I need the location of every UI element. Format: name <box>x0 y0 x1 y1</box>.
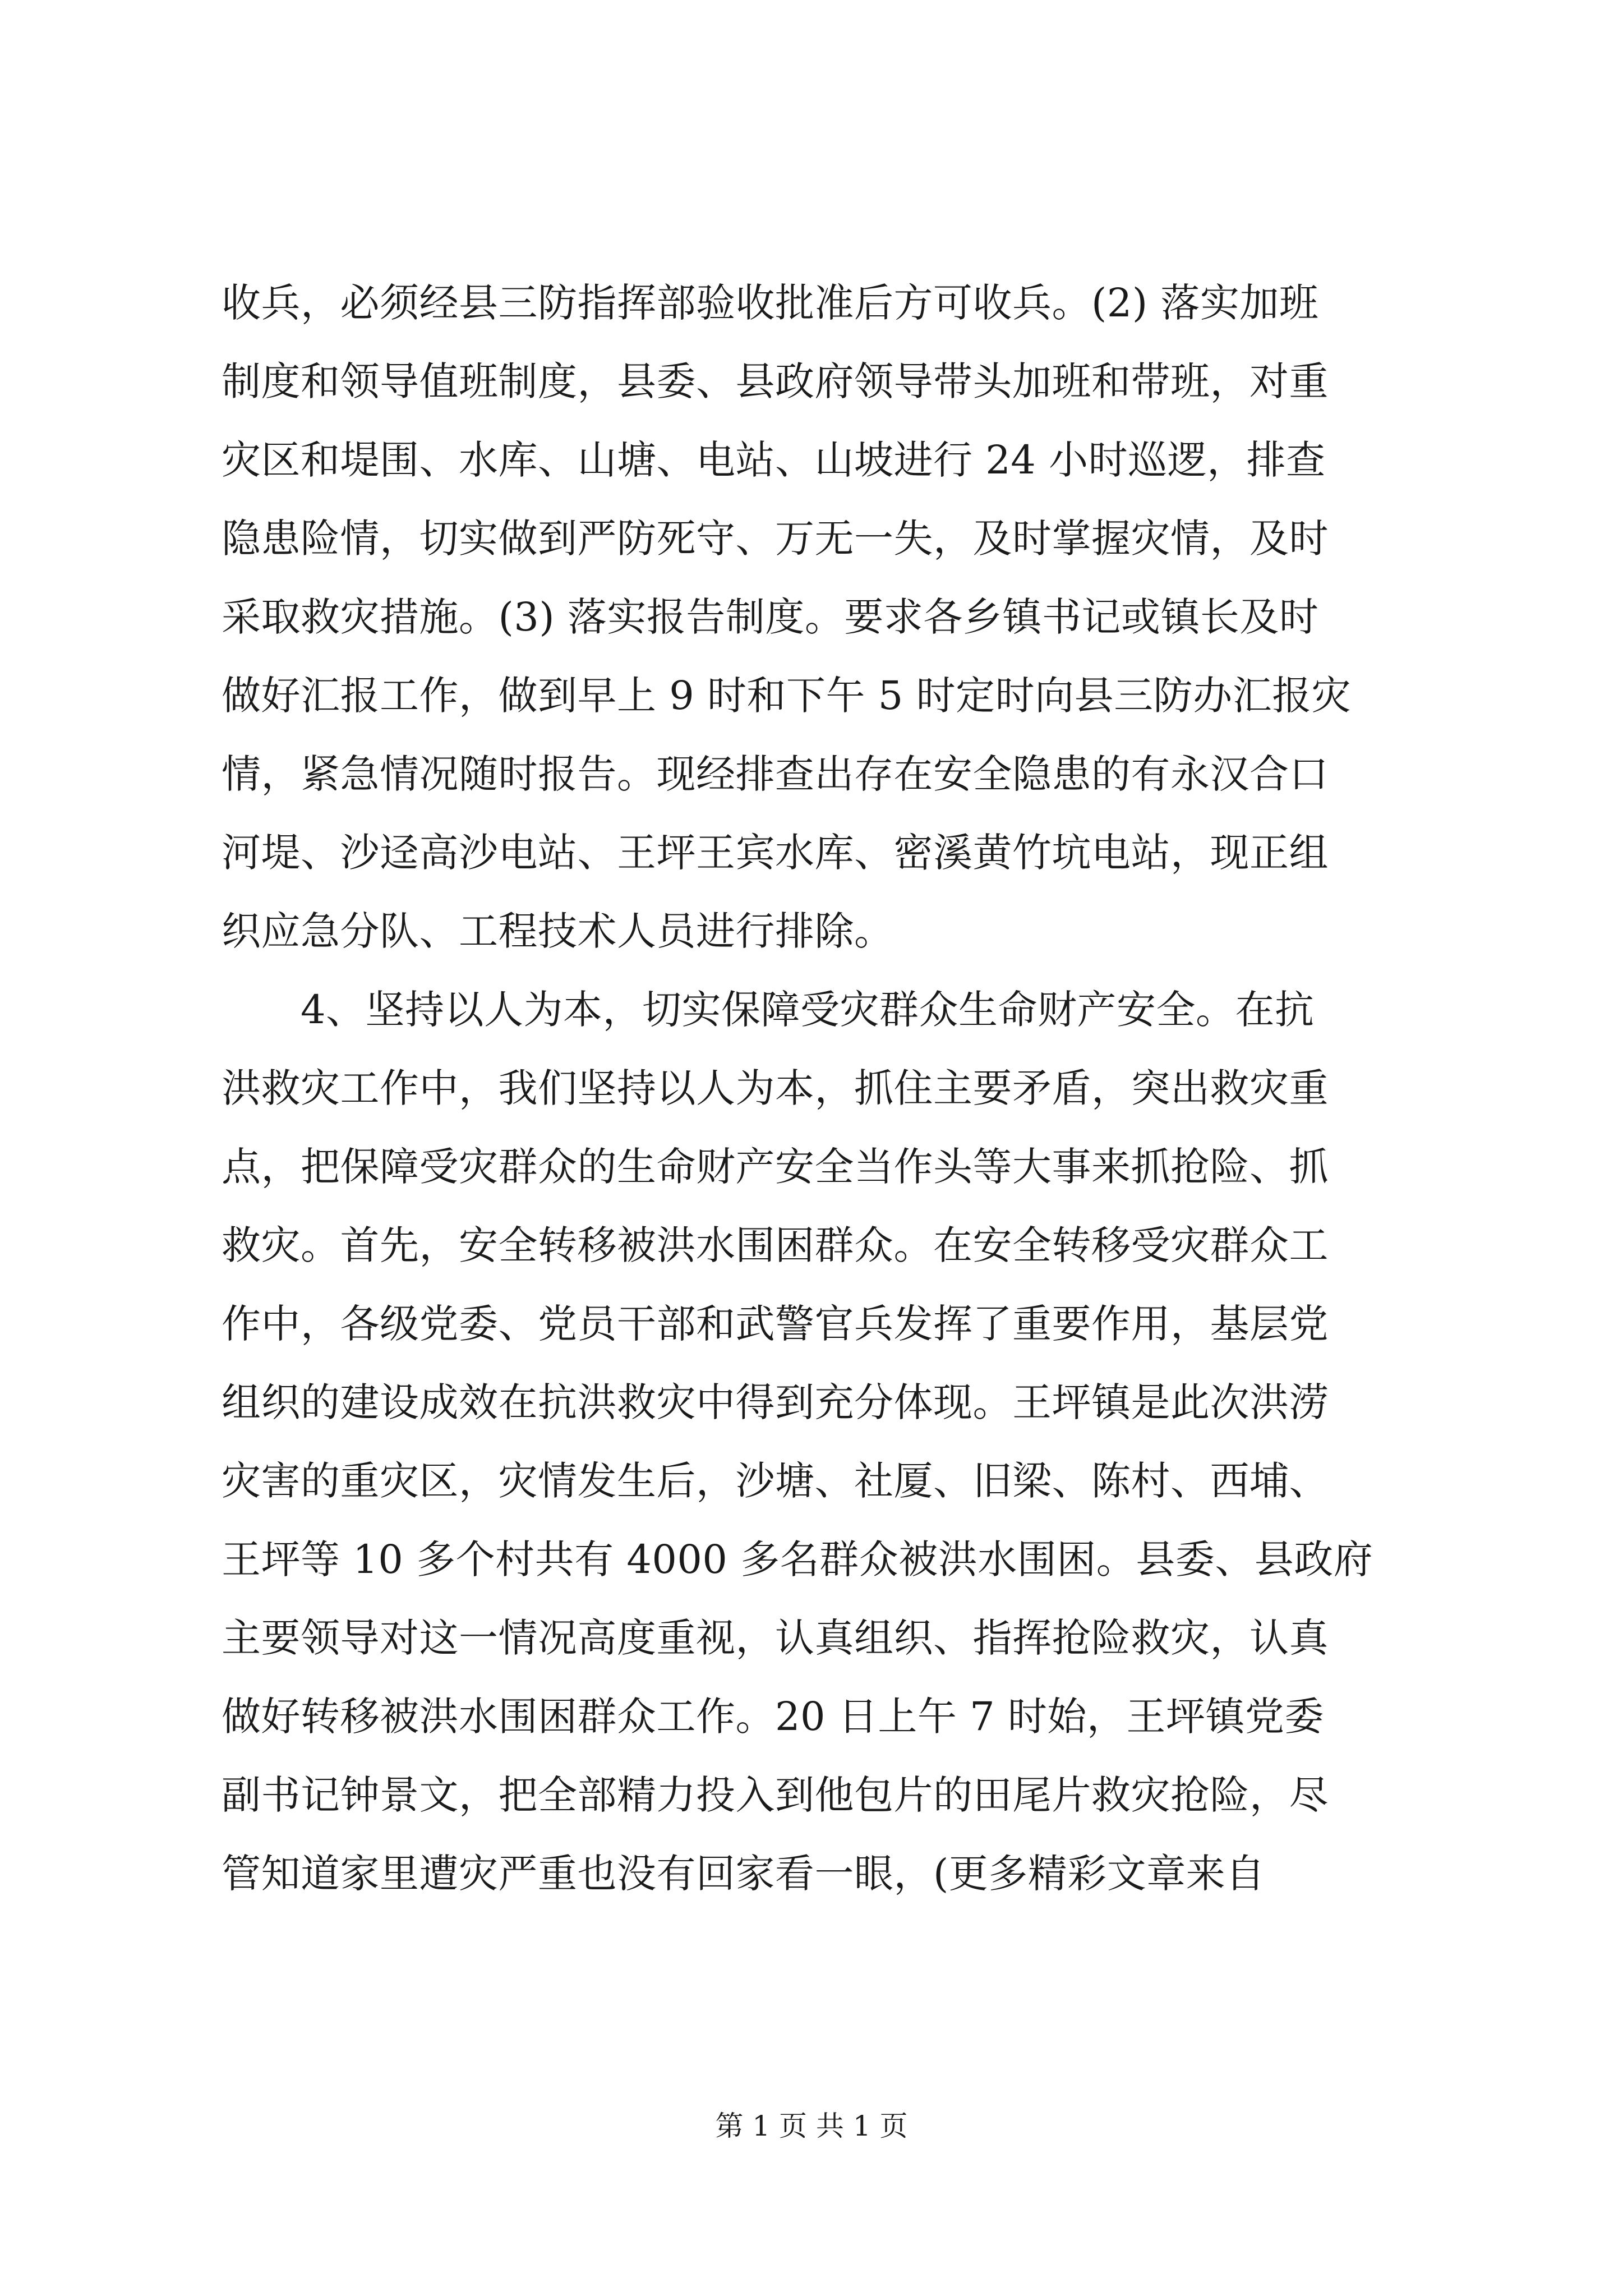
document-body <box>222 264 1416 1913</box>
text-line: 织应急分队、工程技术人员进行排除。 <box>222 908 894 954</box>
text-line: 洪救灾工作中，我们坚持以人为本，抓住主要矛盾，突出救灾重 <box>222 1065 1329 1111</box>
text-line: 灾害的重灾区，灾情发生后，沙塘、社厦、旧梁、陈村、西埔、 <box>222 1458 1329 1504</box>
text-line: 组织的建设成效在抗洪救灾中得到充分体现。王坪镇是此次洪涝 <box>222 1379 1329 1425</box>
page-footer: 第 1 页 共 1 页 <box>715 2110 908 2142</box>
text-line: 采取救灾措施。(3) 落实报告制度。要求各乡镇书记或镇长及时 <box>222 594 1319 640</box>
text-line: 4、坚持以人为本，切实保障受灾群众生命财产安全。在抗 <box>222 987 1315 1033</box>
text-line: 河堤、沙迳高沙电站、王坪王宾水库、密溪黄竹坑电站，现正组 <box>222 830 1329 876</box>
text-line: 收兵，必须经县三防指挥部验收批准后方可收兵。(2) 落实加班 <box>222 280 1319 326</box>
text-line: 隐患险情，切实做到严防死守、万无一失，及时掌握灾情，及时 <box>222 516 1329 562</box>
text-line: 主要领导对这一情况高度重视，认真组织、指挥抢险救灾，认真 <box>222 1615 1329 1661</box>
text-line: 情，紧急情况随时报告。现经排查出存在安全隐患的有永汉合口 <box>222 751 1329 797</box>
text-line: 副书记钟景文，把全部精力投入到他包片的田尾片救灾抢险，尽 <box>222 1772 1329 1818</box>
text-line: 王坪等 10 多个村共有 4000 多名群众被洪水围困。县委、县政府 <box>222 1536 1373 1582</box>
text-line: 做好汇报工作，做到早上 9 时和下午 5 时定时向县三防办汇报灾 <box>222 673 1352 719</box>
text-line: 制度和领导值班制度，县委、县政府领导带头加班和带班，对重 <box>222 358 1329 404</box>
text-line: 救灾。首先，安全转移被洪水围困群众。在安全转移受灾群众工 <box>222 1222 1329 1268</box>
text-line: 管知道家里遭灾严重也没有回家看一眼，(更多精彩文章来自 <box>222 1851 1265 1897</box>
text-line: 灾区和堤围、水库、山塘、电站、山坡进行 24 小时巡逻，排查 <box>222 437 1326 483</box>
text-line: 点，把保障受灾群众的生命财产安全当作头等大事来抓抢险、抓 <box>222 1144 1329 1190</box>
text-line: 作中，各级党委、党员干部和武警官兵发挥了重要作用，基层党 <box>222 1301 1329 1347</box>
text-line: 做好转移被洪水围困群众工作。20 日上午 7 时始，王坪镇党委 <box>222 1694 1324 1740</box>
